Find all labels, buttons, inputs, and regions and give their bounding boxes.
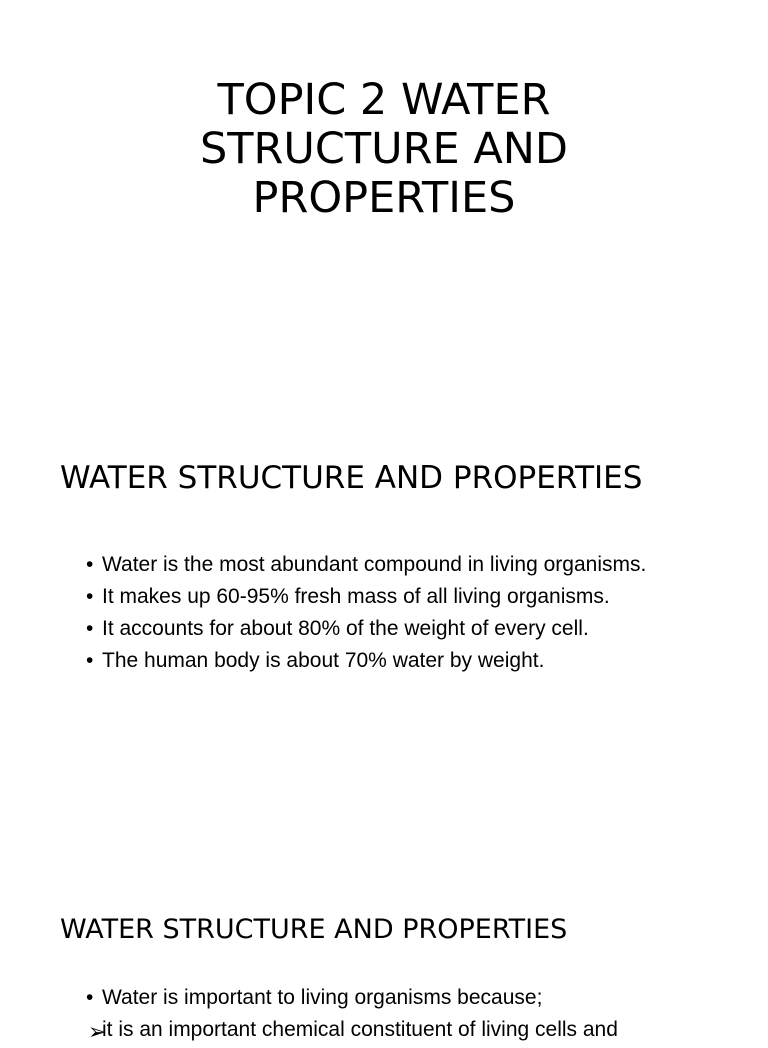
bullet-list xyxy=(86,551,726,679)
bullet-icon: • xyxy=(86,553,94,576)
slide-heading: WATER STRUCTURE AND PROPERTIES xyxy=(60,460,643,496)
list-item xyxy=(86,1016,726,1043)
list-item xyxy=(86,615,726,642)
slide-title: TOPIC 2 WATER STRUCTURE AND PROPERTIES xyxy=(199,75,569,223)
bullet-icon: • xyxy=(86,617,94,640)
list-item-text: It makes up 60-95% fresh mass of all living organisms. xyxy=(102,585,610,608)
bullet-list xyxy=(86,984,726,1048)
bullet-icon: • xyxy=(86,649,94,672)
list-item-text: Water is important to living organisms because; xyxy=(102,986,543,1009)
list-item-text: It accounts for about 80% of the weight of every cell. xyxy=(102,617,589,640)
slide-heading: WATER STRUCTURE AND PROPERTIES xyxy=(60,914,568,945)
bullet-icon: • xyxy=(86,986,94,1009)
list-item-text: it is an important chemical constituent of living cells and xyxy=(102,1018,618,1041)
list-item-text: Water is the most abundant compound in living organisms. xyxy=(102,553,647,576)
list-item xyxy=(86,583,726,610)
list-item xyxy=(86,984,726,1011)
arrow-bullet-icon: ➢ xyxy=(88,1019,107,1044)
bullet-icon: • xyxy=(86,585,94,608)
list-item-text: The human body is about 70% water by weight. xyxy=(102,649,545,672)
list-item xyxy=(86,551,726,578)
list-item xyxy=(86,647,726,674)
